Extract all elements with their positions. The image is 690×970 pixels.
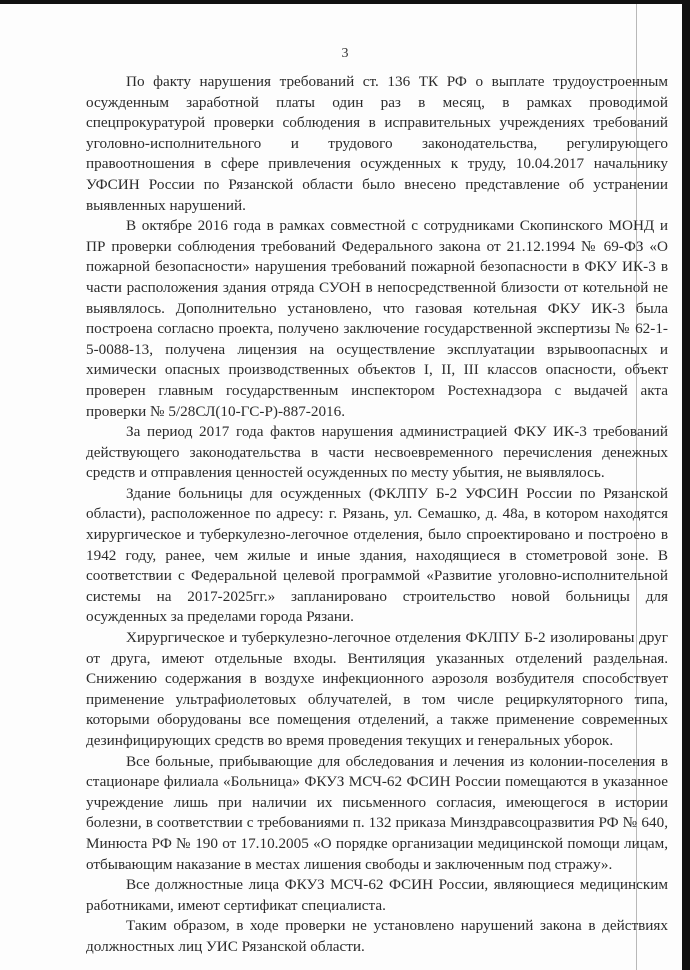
document-body (86, 72, 668, 958)
paragraph-patient-consent: Все больные, прибывающие для обследования и лечения из колонии-поселения в стационаре филиала «Больница» ФКУЗ МСЧ-62 ФСИН России помещаются в указанное учреждение лишь при наличии их письменного согласия, имеющегося в истории болезни, в соответствии с требованиями п. 132 приказа Минздравсоцразвития РФ № 640, Минюста РФ № 190 от 17.10.2005 «О порядке организации медицинской помощи лицам, отбывающим наказание в местах лишения свободы и заключенным под стражу». (86, 752, 668, 873)
paragraph-fire-safety: В октябре 2016 года в рамках совместной с сотрудниками Скопинского МОНД и ПР проверки соблюдения требований Федерального закона от 21.12.1994 № 69-ФЗ «О пожарной безопасности» нарушения требований пожарной безопасности в ФКУ ИК-3 в части расположения здания отряда СУОН в непосредственной близости от котельной не выявлялось. Дополнительно установлено, что газовая котельная ФКУ ИК-3 была построена согласно проекта, получено заключение государственной экспертизы № 62-1-5-0088-13, получена лицензия на осуществление эксплуатации взрывоопасных и химически опасных производственных объектов I, II, III классов опасности, объект проверен главным государственным инспектором Ростехнадзора с выдачей акта проверки № 5/28СЛ(10-ГС-Р)-887-2016. (86, 217, 668, 420)
paragraph-hospital-building: Здание больницы для осужденных (ФКЛПУ Б-2 УФСИН России по Рязанской области), расположенное по адресу: г. Рязань, ул. Семашко, д. 48а, в котором находятся хирургическое и туберкулезно-легочное отделения, было спроектировано и построено в 1942 году, ранее, чем жилые и иные здания, находящиеся в стометровой зоне. В соответствии с Федеральной целевой программой «Развитие уголовно-исполнительной системы на 2017-2025гг.» запланировано строительство новой больницы для осужденных за пределами города Рязани. (86, 484, 668, 626)
paragraph-labor-violation: По факту нарушения требований ст. 136 ТК РФ о выплате трудоустроенным осужденным заработной платы один раз в месяц, в рамках проводимой спецпрокуратурой проверки соблюдения в исправительных учреждениях требований уголовно-исполнительного и трудового законодательства, регулирующего правоотношения в сфере привлечения осужденных к труду, 10.04.2017 начальнику УФСИН России по Рязанской области было внесено представление об устранении выявленных нарушений. (86, 73, 668, 214)
paragraph-conclusion: Таким образом, в ходе проверки не установлено нарушений закона в действиях должностных лиц УИС Рязанской области. (86, 917, 668, 955)
paragraph-departments-isolation: Хирургическое и туберкулезно-легочное отделения ФКЛПУ Б-2 изолированы друг от друга, имеют отдельные входы. Вентиляция указанных отделений раздельная. Снижению содержания в воздухе инфекционного аэрозоля возбудителя способствует применение ультрафиолетовых облучателей, в том числе рециркуляторного типа, которыми оборудованы все помещения отделений, а также применение современных дезинфицирующих средств во время проведения текущих и генеральных уборок. (86, 629, 668, 749)
paragraph-funds-transfer: За период 2017 года фактов нарушения администрацией ФКУ ИК-3 требований действующего законодательства в части несвоевременного перечисления денежных средств и отправления ценностей осужденных по месту убытия, не выявлялось. (86, 423, 668, 482)
document-page (0, 4, 682, 970)
paragraph-staff-certification: Все должностные лица ФКУЗ МСЧ-62 ФСИН России, являющиеся медицинским работниками, имеют сертификат специалиста. (86, 876, 668, 914)
page-number: 3 (341, 46, 349, 61)
